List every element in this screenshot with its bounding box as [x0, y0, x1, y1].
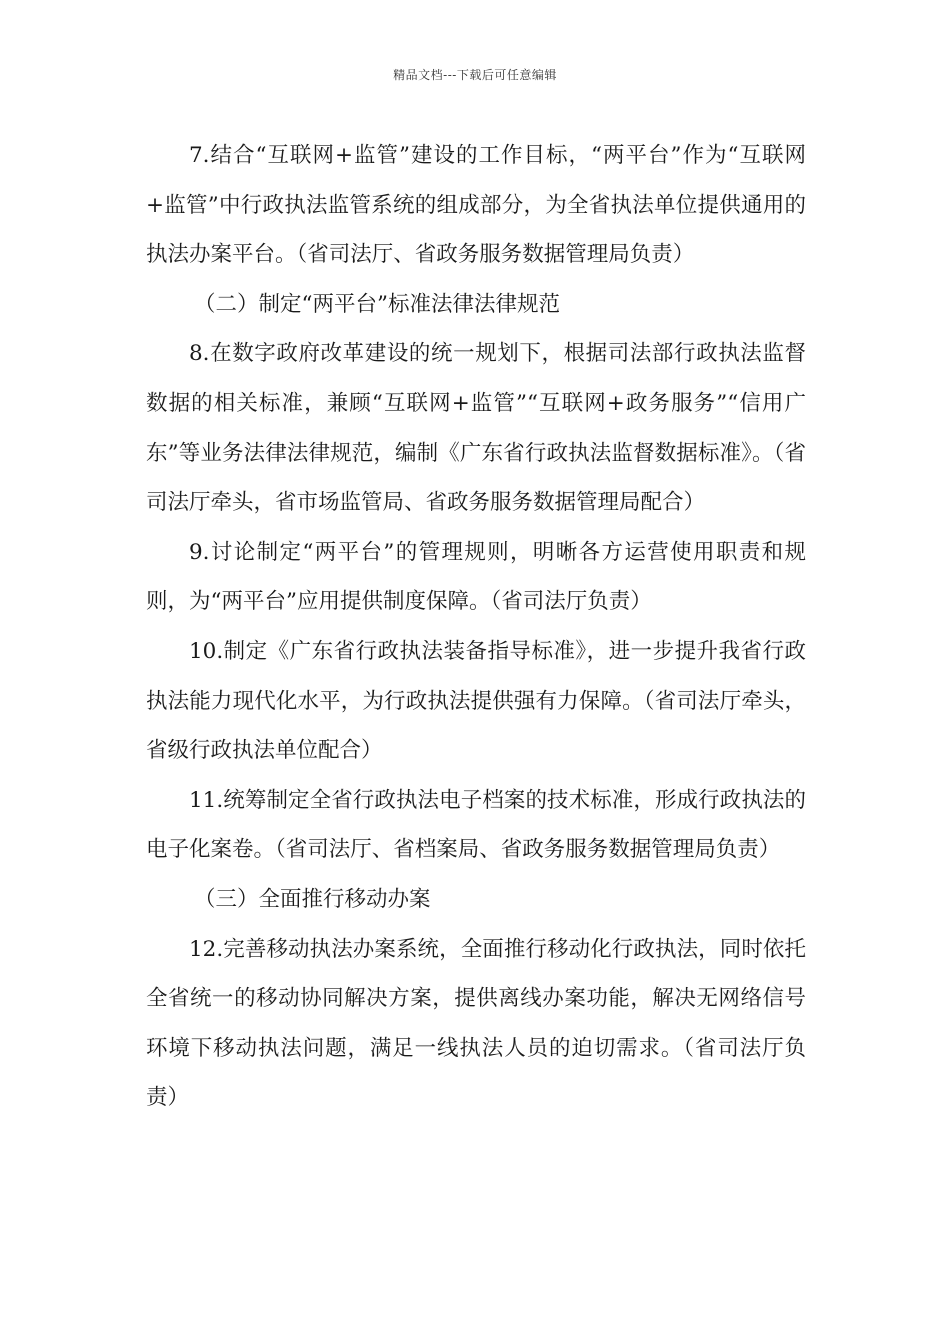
paragraph-9: 9.讨论制定“两平台”的管理规则，明晰各方运营使用职责和规则，为“两平台”应用提供制度保障。（省司法厅负责）	[146, 539, 806, 615]
page-header: 精品文档---下载后可任意编辑	[393, 68, 557, 82]
paragraph-7: 7.结合“互联网+监管”建设的工作目标，“两平台”作为“互联网+监管”中行政执法监管系统的组成部分，为全省执法单位提供通用的执法办案平台。（省司法厅、省政务服务数据管理局负责）	[146, 143, 806, 268]
paragraph-11: 11.统筹制定全省行政执法电子档案的技术标准，形成行政执法的电子化案卷。（省司法厅、省档案局、省政务服务数据管理局负责）	[146, 787, 806, 863]
section-heading-2: （二）制定“两平台”标准法律法律规范	[194, 291, 560, 317]
paragraph-8: 8.在数字政府改革建设的统一规划下，根据司法部行政执法监督数据的相关标准，兼顾“互联网+监管”“互联网+政务服务”“信用广东”等业务法律法律规范，编制《广东省行政执法监督数据标准》。（省司法厅牵头，省市场监管局、省政务服务数据管理局配合）	[146, 341, 806, 516]
section-heading-3: （三）全面推行移动办案	[194, 886, 431, 912]
document-body	[146, 131, 806, 1123]
paragraph-10: 10.制定《广东省行政执法装备指导标准》，进一步提升我省行政执法能力现代化水平，为行政执法提供强有力保障。（省司法厅牵头，省级行政执法单位配合）	[146, 638, 806, 764]
paragraph-12: 12.完善移动执法办案系统，全面推行移动化行政执法，同时依托全省统一的移动协同解决方案，提供离线办案功能，解决无网络信号环境下移动执法问题，满足一线执法人员的迫切需求。（省司法厅负责）	[146, 936, 806, 1111]
